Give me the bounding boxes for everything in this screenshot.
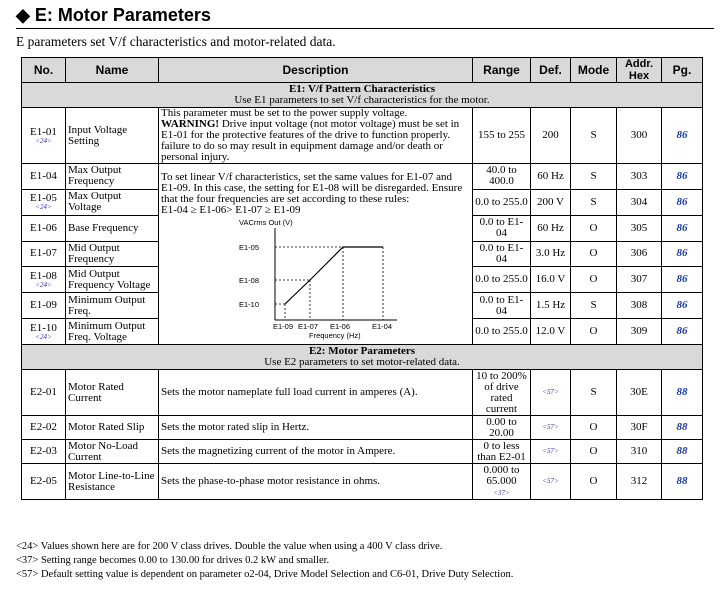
e1-section-header: E1: V/f Pattern Characteristics Use E1 parameters to set V/f characteristics for the motor.: [22, 83, 703, 108]
table-row: E1-09 Minimum Output Freq. 0.0 to E1-04 1.5 Hz S 308 86: [22, 293, 703, 319]
param-description: This parameter must be set to the power supply voltage. WARNING! Drive input voltage (not motor voltage) must be set in E1-01 for the protective features of the drive to function properly. failure to do so may result in equipment damage and/or death or personal injury.: [159, 108, 473, 164]
page-link[interactable]: 86: [662, 215, 703, 241]
page-link[interactable]: 86: [662, 189, 703, 215]
table-row: E1-10 <24> Minimum Output Freq. Voltage 0.0 to 255.0 12.0 V O 309 86: [22, 319, 703, 345]
page-link[interactable]: 88: [662, 440, 703, 464]
page-link[interactable]: 88: [662, 370, 703, 416]
page-link[interactable]: 86: [662, 293, 703, 319]
title-bar: [16, 4, 714, 29]
page-link[interactable]: 86: [662, 108, 703, 164]
diamond-icon: ◆: [16, 5, 30, 25]
table-row: E1-04 Max Output Frequency To set linear V/f characteristics, set the same values for E1-07 and E1-09. In this case, the setting for E1-08 will be disregarded. Ensure that the four frequencies are set according to these rules: E1-04 ≥ E1-06> E1-07 ≥ E1-09 VACrms Out (V) E1-05 E1-08 E1-10 E1-09 E1-07 E1-06 E1-04 Frequency (Hz) 40.0 to 400.0 60 Hz S 303 86: [22, 164, 703, 190]
footnote-57: <57> Default setting value is dependent on parameter o2-04, Drive Model Selection and C6-01, Drive Duty Selection.: [16, 569, 514, 580]
vf-curve: [285, 247, 383, 304]
header-description: Description: [159, 58, 473, 83]
header-def: Def.: [531, 58, 571, 83]
header-name: Name: [66, 58, 159, 83]
header-addr: Addr. Hex: [617, 58, 662, 83]
table-row: E2-01 Motor Rated Current Sets the motor nameplate full load current in amperes (A). 10 to 200% of drive rated current <57> S 30E 88: [22, 370, 703, 416]
y-label-e1-05: E1-05: [239, 243, 260, 252]
page-link[interactable]: 86: [662, 267, 703, 293]
table-row: E2-03 Motor No-Load Current Sets the magnetizing current of the motor in Ampere. 0 to less than E2-01 <57> O 310 88: [22, 440, 703, 464]
parameter-table: [21, 57, 703, 500]
x-label-e1-07: E1-07: [298, 322, 319, 331]
header-row: [22, 58, 703, 83]
x-axis-title: Frequency (Hz): [309, 331, 361, 340]
param-name: Input Voltage Setting: [66, 108, 159, 164]
x-label-e1-04: E1-04: [372, 322, 393, 331]
table-row: E1-05 <24> Max Output Voltage 0.0 to 255.0 200 V S 304 86: [22, 189, 703, 215]
header-no: No.: [22, 58, 66, 83]
page-link[interactable]: 86: [662, 319, 703, 345]
table-row: E1-06 Base Frequency 0.0 to E1-04 60 Hz O 305 86: [22, 215, 703, 241]
e2-section-header: E2: Motor Parameters Use E2 parameters to set motor-related data.: [22, 345, 703, 370]
table-row: E2-05 Motor Line-to-Line Resistance Sets the phase-to-phase motor resistance in ohms. 0.000 to 65.000 <37> <57> O 312 88: [22, 464, 703, 500]
vf-pattern-graph: [197, 216, 427, 344]
x-label-e1-06: E1-06: [330, 322, 351, 331]
y-label-e1-10: E1-10: [239, 300, 260, 309]
page-link[interactable]: 86: [662, 241, 703, 267]
table-row: E1-07 Mid Output Frequency 0.0 to E1-04 3.0 Hz O 306 86: [22, 241, 703, 267]
table-row: E1-08 <24> Mid Output Frequency Voltage 0.0 to 255.0 16.0 V O 307 86: [22, 267, 703, 293]
header-pg: Pg.: [662, 58, 703, 83]
page-title: ◆ E: Motor Parameters: [16, 5, 211, 25]
table-row: E2-02 Motor Rated Slip Sets the motor rated slip in Hertz. 0.00 to 20.00 <57> O 30F 88: [22, 416, 703, 440]
table-row: E1-01 <24> Input Voltage Setting This parameter must be set to the power supply voltage. WARNING! Drive input voltage (not motor voltage) must be set in E1-01 for the protective features of the drive to function properly. failure to do so may result in equipment damage and/or death or personal injury. 155 to 255 200 S 300 86: [22, 108, 703, 164]
header-mode: Mode: [571, 58, 617, 83]
intro-text: E parameters set V/f characteristics and motor-related data.: [16, 34, 336, 49]
header-range: Range: [473, 58, 531, 83]
page-link[interactable]: 88: [662, 416, 703, 440]
y-label-e1-08: E1-08: [239, 276, 260, 285]
vf-description: To set linear V/f characteristics, set the same values for E1-07 and E1-09. In this case, the setting for E1-08 will be disregarded. Ensure that the four frequencies are set according to these rules: E1-04 ≥ E1-06> E1-07 ≥ E1-09 VACrms Out (V) E1-05 E1-08 E1-10 E1-09 E1-07 E1-06 E1-04 Frequency (Hz): [159, 164, 473, 345]
x-label-e1-09: E1-09: [273, 322, 294, 331]
footnote-24: <24> Values shown here are for 200 V class drives. Double the value when using a 400 V class drive.: [16, 541, 443, 552]
footnote-37: <37> Setting range becomes 0.00 to 130.00 for drives 0.2 kW and smaller.: [16, 555, 330, 566]
y-axis-title: VACrms Out (V): [239, 218, 293, 227]
page-link[interactable]: 86: [662, 164, 703, 190]
page-link[interactable]: 88: [662, 464, 703, 500]
param-no: E1-01 <24>: [22, 108, 66, 164]
